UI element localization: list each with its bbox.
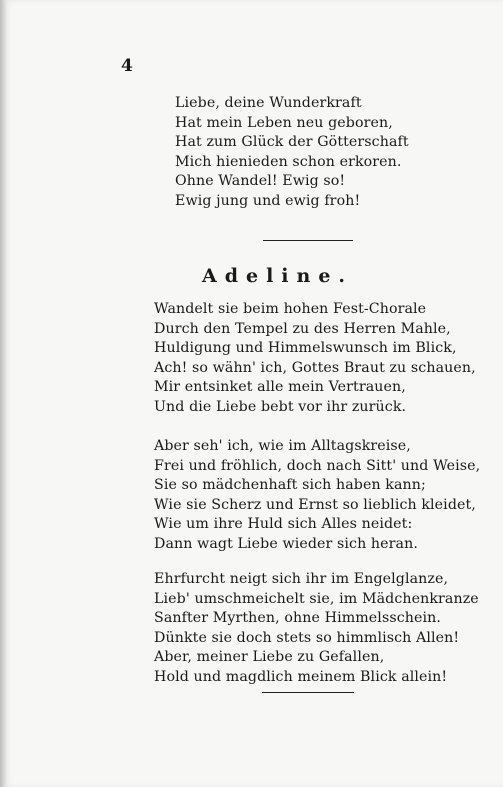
page-number: 4 <box>121 56 133 76</box>
verse-line: Wie um ihre Huld sich Alles neidet: <box>154 516 413 532</box>
verse-line: Mir entsinket alle mein Vertrauen, <box>154 379 406 395</box>
verse-line: Und die Liebe bebt vor ihr zurück. <box>154 398 407 415</box>
stanza-1 <box>175 94 409 211</box>
verse-line: Dünkte sie doch stets so himmlisch Allen! <box>154 629 460 646</box>
verse-line: Wandelt sie beim hohen Fest-Chorale <box>154 301 427 317</box>
stanza-4 <box>154 570 479 687</box>
verse-line: Wie sie Scherz und Ernst so lieblich kleidet, <box>154 496 476 513</box>
end-divider <box>262 692 354 693</box>
poem-title: Adeline. <box>201 265 354 287</box>
verse-line: Durch den Tempel zu des Herren Mahle, <box>154 320 451 337</box>
verse-line: Frei und fröhlich, doch nach Sitt' und Weise, <box>154 457 481 474</box>
verse-line: Mich hienieden schon erkoren. <box>175 153 402 170</box>
stanza-3 <box>154 437 480 554</box>
verse-line: Sanfter Myrthen, ohne Himmelsschein. <box>154 610 441 626</box>
verse-line: Hat zum Glück der Götterschaft <box>175 134 409 150</box>
verse-line: Ach! so wähn' ich, Gottes Braut zu schauen, <box>154 359 476 376</box>
verse-line: Dann wagt Liebe wieder sich heran. <box>154 535 418 552</box>
verse-line: Aber seh' ich, wie im Alltagskreise, <box>154 438 411 454</box>
verse-line: Sie so mädchenhaft sich haben kann; <box>154 477 426 493</box>
stanza-2 <box>154 300 476 417</box>
verse-line: Ohne Wandel! Ewig so! <box>175 173 346 189</box>
verse-line: Hold und magdlich meinem Blick allein! <box>154 668 448 685</box>
verse-line: Huldigung und Himmelswunsch im Blick, <box>154 340 457 356</box>
verse-line: Ehrfurcht neigt sich ihr im Engelglanze, <box>154 571 449 587</box>
section-divider <box>263 240 353 241</box>
verse-line: Liebe, deine Wunderkraft <box>175 95 362 111</box>
page-edge-shadow <box>0 0 7 787</box>
verse-line: Aber, meiner Liebe zu Gefallen, <box>154 649 385 665</box>
verse-line: Lieb' umschmeichelt sie, im Mädchenkranze <box>154 590 479 607</box>
verse-line: Ewig jung und ewig froh! <box>175 192 361 209</box>
verse-line: Hat mein Leben neu geboren, <box>175 114 393 131</box>
